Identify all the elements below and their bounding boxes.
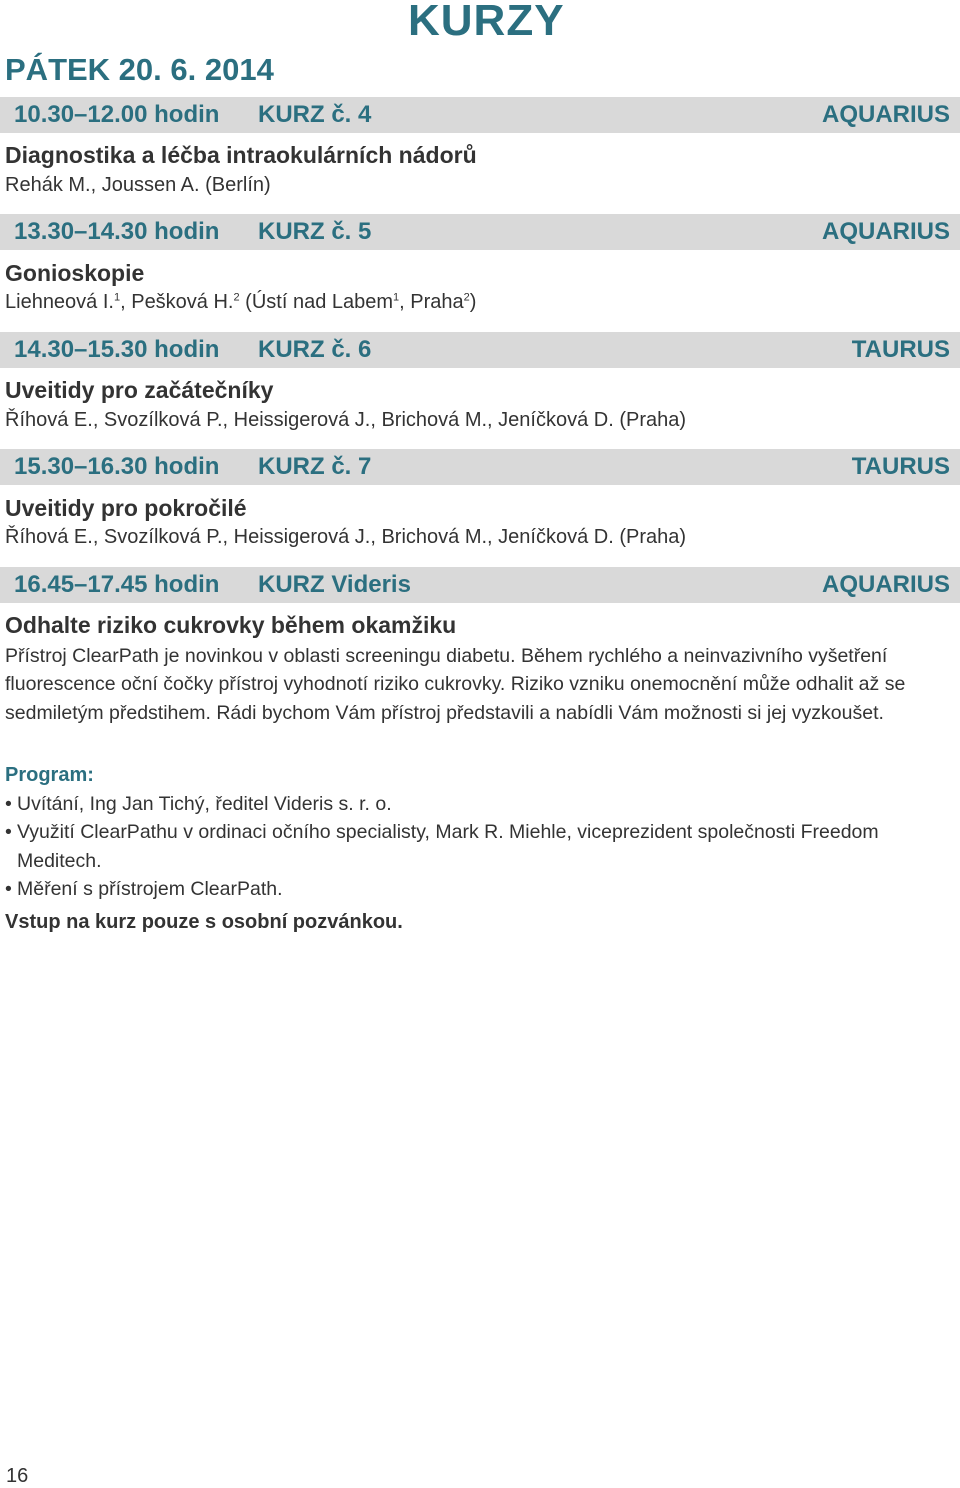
course-number: KURZ č. 5 [258, 218, 372, 245]
course-number: KURZ Videris [258, 571, 411, 598]
course-title: Odhalte riziko cukrovky během okamžiku [5, 612, 457, 638]
course-time: 14.30–15.30 hodin [14, 336, 220, 363]
program-item-text: Uvítání, Ing Jan Tichý, ředitel Videris s. r. o. [17, 793, 392, 815]
day-title: PÁTEK 20. 6. 2014 [5, 52, 274, 87]
course-authors: Říhová E., Svozílková P., Heissigerová J., Brichová M., Jeníčková D. (Praha) [5, 409, 687, 431]
course-title: Uveitidy pro pokročilé [5, 495, 247, 521]
affiliation-superscript: 1 [393, 291, 400, 304]
bullet-icon: • [5, 793, 12, 815]
course-room: AQUARIUS [821, 101, 950, 128]
page-title: KURZY [408, 0, 565, 45]
course-number: KURZ č. 6 [258, 336, 372, 363]
author-text: , Praha [399, 291, 464, 313]
bullet-icon: • [5, 821, 12, 844]
course-header-bar [0, 449, 960, 485]
author-text: , Pešková H. [120, 291, 234, 313]
course-header-bar [0, 97, 960, 133]
course-authors [5, 291, 476, 314]
course-room: TAURUS [851, 453, 950, 480]
program-list [5, 790, 935, 903]
course-time: 13.30–14.30 hodin [14, 218, 220, 245]
affiliation-superscript: 2 [233, 291, 240, 304]
course-time: 16.45–17.45 hodin [14, 571, 220, 598]
author-text: ) [469, 291, 477, 313]
bullet-icon: • [5, 877, 12, 900]
course-time: 10.30–12.00 hodin [14, 101, 220, 128]
author-text: Liehneová I. [5, 291, 114, 313]
course-room: TAURUS [851, 336, 950, 363]
course-authors: Rehák M., Joussen A. (Berlín) [5, 174, 271, 196]
course-number: KURZ č. 7 [258, 453, 372, 480]
program-label: Program: [5, 764, 94, 786]
course-title: Gonioskopie [5, 260, 145, 286]
affiliation-superscript: 1 [113, 291, 121, 304]
invitation-notice: Vstup na kurz pouze s osobní pozvánkou. [5, 911, 403, 933]
course-title: Uveitidy pro začátečníky [5, 377, 274, 403]
list-item [5, 875, 935, 903]
list-item [5, 818, 935, 875]
course-authors: Říhová E., Svozílková P., Heissigerová J., Brichová M., Jeníčková D. (Praha) [5, 526, 687, 548]
course-header-bar [0, 332, 960, 368]
page-number: 16 [6, 1465, 29, 1487]
author-text: (Ústí nad Labem [239, 291, 394, 313]
course-room: AQUARIUS [821, 218, 950, 245]
course-header-bar [0, 214, 960, 250]
affiliation-superscript: 2 [463, 291, 470, 304]
course-title: Diagnostika a léčba intraokulárních nádorů [5, 142, 477, 168]
course-header-bar [0, 567, 960, 603]
program-item-text: Využití ClearPathu v ordinaci očního specialisty, Mark R. Miehle, viceprezident společnosti Freedom Meditech. [17, 821, 879, 872]
course-time: 15.30–16.30 hodin [14, 453, 220, 480]
list-item [5, 790, 935, 818]
course-room: AQUARIUS [821, 571, 950, 598]
course-number: KURZ č. 4 [258, 101, 372, 128]
program-item-text: Měření s přístrojem ClearPath. [17, 877, 283, 900]
course-description: Přístroj ClearPath je novinkou v oblasti screeningu diabetu. Během rychlého a neinvazivního vyšetření fluorescence oční čočky přístroj vyhodnotí riziko cukrovky. Riziko vzniku onemocnění může odhalit až se sedmiletým předstihem. Rádi bychom Vám přístroj představili a nabídli Vám možnosti si jej vyzkoušet. [5, 645, 906, 724]
